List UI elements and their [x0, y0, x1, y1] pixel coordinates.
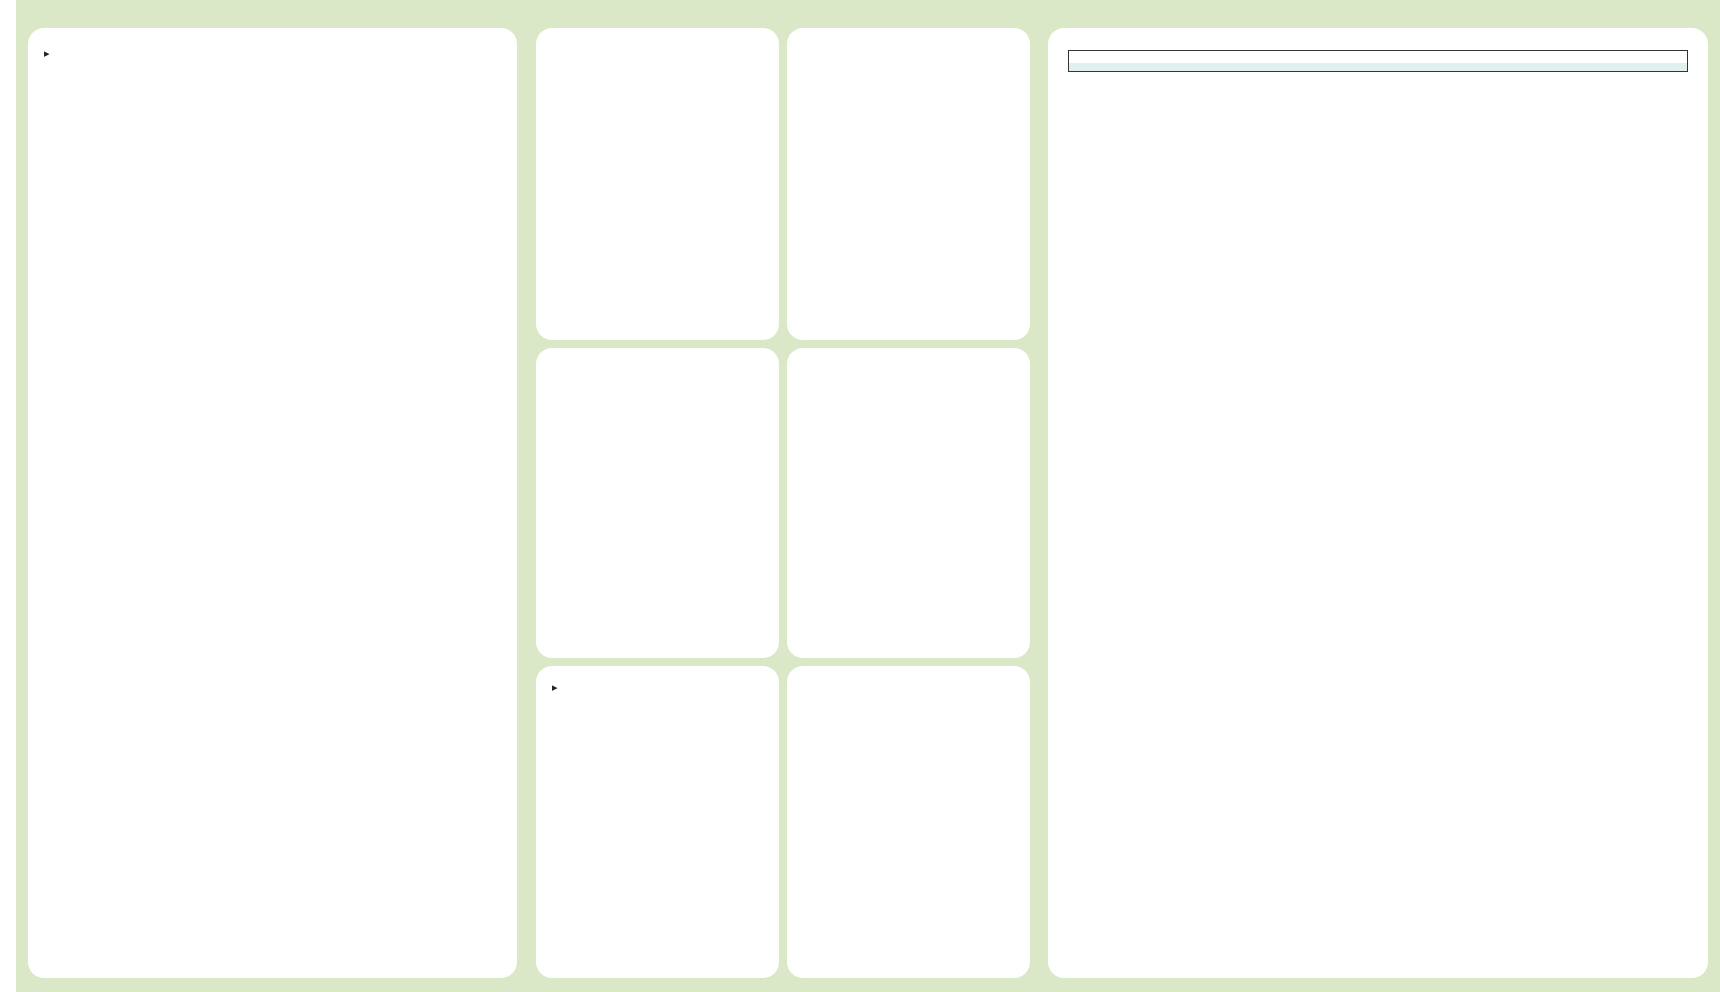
dawn-card	[536, 666, 779, 978]
sunday-12-time	[44, 46, 54, 61]
wed-am-card	[536, 348, 779, 658]
bulletin-page	[16, 0, 1720, 992]
youth-card	[787, 28, 1030, 340]
dawn-time	[552, 680, 562, 695]
standing-row	[44, 69, 501, 101]
offering-box	[1068, 50, 1688, 72]
essay-card	[1048, 28, 1708, 978]
offering-notes	[1069, 63, 1687, 71]
sunday-12-meta	[44, 46, 501, 61]
friday-card	[787, 666, 1030, 978]
sunday-3-card	[536, 28, 779, 340]
sunday-12-card	[28, 28, 517, 978]
wed-pm-card	[787, 348, 1030, 658]
